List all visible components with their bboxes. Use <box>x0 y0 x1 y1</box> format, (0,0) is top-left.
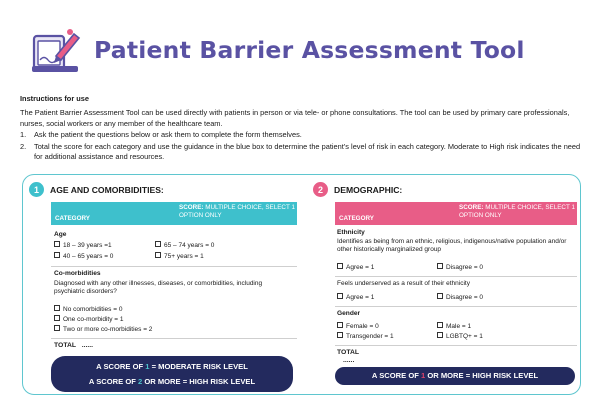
gender-option[interactable] <box>337 333 394 341</box>
risk-guidance-box <box>335 367 575 385</box>
underserved-option[interactable] <box>437 294 483 302</box>
section-header <box>313 182 402 197</box>
age-option[interactable] <box>155 242 214 250</box>
age-heading: Age <box>54 231 67 238</box>
instruction-step <box>20 142 585 163</box>
option-label: 75+ years = 1 <box>164 253 204 260</box>
ethnicity-option[interactable] <box>437 264 483 272</box>
section-title: AGE AND COMORBIDITIES: <box>50 184 164 195</box>
category-label: CATEGORY <box>339 215 374 222</box>
instructions-heading: Instructions for use <box>20 94 89 103</box>
comorbidity-option[interactable] <box>54 326 152 334</box>
option-label: One co-morbidity = 1 <box>63 316 124 323</box>
instructions-steps <box>20 130 585 162</box>
checkbox[interactable] <box>437 293 443 299</box>
instructions-intro: The Patient Barrier Assessment Tool can be used directly with patients in person or via tele- or phone consultations. The tool can be used by primary care professionals, nurses, social workers or any member of the healthcare team. <box>20 108 570 128</box>
total-label: TOTAL <box>54 342 77 349</box>
section-number-badge: 2 <box>313 182 328 197</box>
checkbox[interactable] <box>54 315 60 321</box>
risk-line-high: A SCORE OF 1 OR MORE = HIGH RISK LEVEL <box>371 371 539 380</box>
checkbox[interactable] <box>337 263 343 269</box>
assessment-panel <box>22 174 581 395</box>
score-instruction <box>459 202 577 225</box>
score-label: SCORE: <box>459 204 484 211</box>
option-label: Female = 0 <box>346 323 379 330</box>
checkbox[interactable] <box>437 263 443 269</box>
step-text: Total the score for each category and use the guidance in the blue box to determine the patient’s level of risk in each category. Moderate to High risk indicates the need for additional assistance and resources. <box>34 141 581 162</box>
gender-option[interactable] <box>337 323 379 331</box>
option-label: Agree = 1 <box>346 294 375 301</box>
total-row <box>337 349 359 365</box>
score-desc: MULTIPLE CHOICE, SELECT 1 OPTION ONLY <box>459 204 575 219</box>
total-row <box>54 342 93 349</box>
ethnicity-option[interactable] <box>337 264 374 272</box>
checkbox[interactable] <box>54 305 60 311</box>
checkbox[interactable] <box>155 252 161 258</box>
option-label: No comorbidities = 0 <box>63 306 123 313</box>
section-title: DEMOGRAPHIC: <box>334 184 403 195</box>
underserved-description: Feels underserved as a result of their ethnicity <box>337 280 470 287</box>
checkbox[interactable] <box>155 241 161 247</box>
comorbidities-description: Diagnosed with any other illnesses, diseases, or comorbidities, including psychiatric disorders? <box>54 280 263 296</box>
comorbidity-option[interactable] <box>54 316 124 324</box>
option-label: LGBTQ+ = 1 <box>446 333 483 340</box>
category-header-row <box>51 202 297 225</box>
option-label: Agree = 1 <box>346 264 375 271</box>
option-label: Disagree = 0 <box>446 264 484 271</box>
checkbox[interactable] <box>54 241 60 247</box>
checkbox[interactable] <box>437 332 443 338</box>
total-value[interactable]: ...... <box>81 342 94 349</box>
category-label: CATEGORY <box>55 215 90 222</box>
section-number-badge: 1 <box>29 182 44 197</box>
option-label: 65 – 74 years = 0 <box>164 242 215 249</box>
underserved-option[interactable] <box>337 294 374 302</box>
score-desc: MULTIPLE CHOICE, SELECT 1 OPTION ONLY <box>179 204 295 219</box>
total-label: TOTAL <box>337 349 360 356</box>
checkbox[interactable] <box>337 322 343 328</box>
section-header <box>29 182 164 197</box>
risk-line-high: A SCORE OF 2 OR MORE = HIGH RISK LEVEL <box>88 377 256 386</box>
risk-guidance-box <box>51 356 293 392</box>
option-label: Disagree = 0 <box>446 294 484 301</box>
option-label: 18 – 39 years =1 <box>63 242 112 249</box>
gender-heading: Gender <box>337 310 361 317</box>
gender-option[interactable] <box>437 323 471 331</box>
checkbox[interactable] <box>54 252 60 258</box>
divider <box>335 345 577 346</box>
total-value[interactable]: ...... <box>343 357 355 364</box>
score-instruction <box>179 202 297 225</box>
checkbox[interactable] <box>54 325 60 331</box>
page-title: Patient Barrier Assessment Tool <box>94 36 525 64</box>
instructions <box>20 94 585 163</box>
option-label: Transgender = 1 <box>346 333 394 340</box>
checkbox[interactable] <box>437 322 443 328</box>
comorbidities-heading: Co-morbidities <box>54 270 101 277</box>
option-label: Two or more co-morbidities = 2 <box>63 326 153 333</box>
age-option[interactable] <box>54 242 112 250</box>
divider <box>51 266 297 267</box>
category-header-row <box>335 202 577 225</box>
age-option[interactable] <box>155 253 204 261</box>
option-label: 40 – 65 years = 0 <box>63 253 114 260</box>
option-label: Male = 1 <box>446 323 472 330</box>
gender-option[interactable] <box>437 333 483 341</box>
risk-line-moderate: A SCORE OF 1 = MODERATE RISK LEVEL <box>96 362 248 371</box>
divider <box>51 338 297 339</box>
instruction-step <box>20 130 585 140</box>
step-number: 2. <box>20 141 27 151</box>
checkbox[interactable] <box>337 293 343 299</box>
comorbidity-option[interactable] <box>54 306 122 314</box>
checkbox[interactable] <box>337 332 343 338</box>
divider <box>335 306 577 307</box>
clipboard-pen-icon <box>26 26 84 78</box>
step-text: Ask the patient the questions below or ask them to complete the form themselves. <box>34 130 302 140</box>
age-option[interactable] <box>54 253 113 261</box>
score-label: SCORE: <box>179 204 204 211</box>
ethnicity-heading: Ethnicity <box>337 229 365 236</box>
step-number: 1. <box>20 130 27 140</box>
ethnicity-description: Identifies as being from an ethnic, religious, indigenous/native population and/or other historically marginalized group <box>337 238 567 254</box>
divider <box>335 276 577 277</box>
